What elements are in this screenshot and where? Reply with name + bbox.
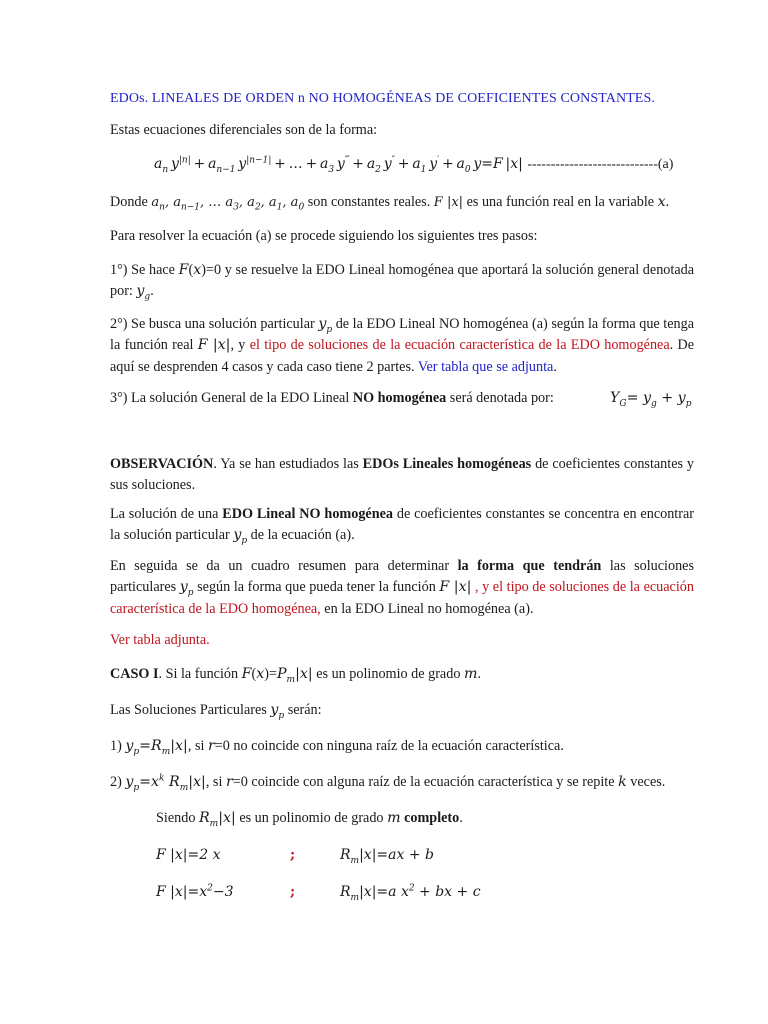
- step-1-start: 1°) Se hace: [110, 262, 175, 278]
- case-1-label: CASO I: [110, 666, 159, 682]
- item-1-si: , si: [187, 738, 205, 754]
- item-2: 2) $y_p=x^k$ $R_m|x|$, si r=0 coincide con alguna raíz de la ecuación característica y se repite k veces.: [110, 773, 666, 793]
- observation-end: de coeficientes constantes y sus soluciones.: [110, 456, 694, 494]
- case-1-start: . Si la función: [158, 666, 239, 682]
- summary-function-text: según la forma que pueda tener la función: [197, 579, 436, 596]
- solution-text: de coeficientes constantes se concentra en encontrar la solución particular: [110, 506, 694, 544]
- steps-intro: Para resolver la ecuación (a) se procede siguiendo los siguientes tres pasos:: [110, 228, 538, 244]
- intro-text: Estas ecuaciones diferenciales son de la forma:: [110, 122, 378, 138]
- step-2: 2°) Se busca una solución particular $y_p$ de la EDO Lineal NO homogénea (a) según la forma que tenga la función real F |x|, y el tipo de soluciones de la ecuación característica de la EDO homogénea. De aquí se desprenden 4 casos y cada caso tiene 2 partes. Ver tabla que se adjunta.: [110, 316, 695, 375]
- item-1-text: no coincide con ninguna raíz de la ecuación característica.: [233, 738, 564, 754]
- summary-red-1: , y el: [474, 579, 504, 596]
- donde-paragraph: Donde $a_n$, $a_{n-1}$, … $a_3$, $a_2$, $a_1$, $a_0$ son constantes reales. F |x| es una función real en la variable x.: [110, 194, 670, 213]
- summary-end: en la EDO Lineal no homogénea (a).: [324, 600, 534, 617]
- siendo-text: es un polinomio de grado: [239, 810, 384, 826]
- summary-red-2: tipo de soluciones de la ecuación característica de la EDO homogénea,: [110, 579, 694, 617]
- step-2-table-link: Ver tabla que se adjunta: [417, 358, 554, 375]
- step-2-text: de la EDO Lineal NO homogénea (a) según la forma que tenga la función real: [110, 316, 695, 354]
- donde-function-text: es una función real en la variable: [466, 194, 655, 210]
- solution-bold: EDO Lineal NO homogénea: [222, 506, 393, 522]
- donde-word: Donde: [110, 194, 148, 210]
- step-3-bold: NO homogénea: [352, 390, 447, 406]
- particular-solutions-start: Las Soluciones Particulares: [110, 702, 267, 718]
- equation-dash-line: ----------------------------: [527, 157, 658, 172]
- page-title: EDOs. LINEALES DE ORDEN n NO HOMOGÉNEAS DE COEFICIENTES CONSTANTES.: [110, 91, 655, 106]
- solution-end: de la ecuación (a).: [250, 527, 355, 544]
- step-1: 1°) Se hace F(x)=0 y se resuelve la EDO Lineal homogénea que aportará la solución general denotada por: $y_g$.: [110, 262, 695, 303]
- example-2-separator: ;: [290, 884, 296, 900]
- siendo-line: Siendo $R_m|x|$ es un polinomio de grado m completo.: [156, 810, 463, 829]
- summary-text: las soluciones particulares: [110, 558, 695, 596]
- step-2-comma: , y: [230, 337, 246, 354]
- step-3-end: será denotada por:: [449, 390, 554, 406]
- step-2-red-text: el tipo de soluciones de la ecuación característica de la EDO homogénea: [249, 337, 670, 354]
- particular-solutions-line: Las Soluciones Particulares $y_p$ serán:: [110, 702, 322, 721]
- observation-start: . Ya se han estudiados las: [213, 456, 359, 472]
- siendo-start: Siendo: [156, 810, 196, 826]
- item-1: 1) $y_p=R_m|x|$, si r=0 no coincide con ninguna raíz de la ecuación característica.: [110, 738, 564, 757]
- summary-start: En seguida se da un cuadro resumen para determinar: [110, 558, 450, 574]
- observation-bold: EDOs Lineales homogéneas: [362, 456, 532, 472]
- particular-solutions-end: serán:: [287, 702, 322, 718]
- case-1-heading: CASO I. Si la función $F(x)=P_m|x|$ es un polinomio de grado m.: [110, 666, 481, 685]
- summary-paragraph: En seguida se da un cuadro resumen para determinar la forma que tendrán las soluciones particulares $y_p$ según la forma que pueda tener la función F |x| , y el tipo de soluciones de la ecuación característica de la EDO homogénea, en la EDO Lineal no homogénea (a).: [110, 558, 695, 617]
- siendo-bold: completo: [404, 810, 460, 826]
- step-2-cases: . De aquí se desprenden 4 casos y cada caso tiene 2 partes.: [110, 337, 695, 375]
- donde-constants-text: son constantes reales.: [307, 194, 431, 210]
- equation-label: (a): [657, 157, 674, 172]
- item-2-si: , si: [205, 774, 223, 790]
- solution-paragraph: La solución de una EDO Lineal NO homogénea de coeficientes constantes se concentra en encontrar la solución particular $y_p$ de la ecuación (a).: [110, 506, 694, 547]
- equation-a: $a_n$ $y^{|n|} + a_{n-1}$ $y^{|n-1|}$ + … + $a_3$ $y^‴ + a_2$ $y'' + a_1$ $y' + a_0$ y=F |x| ----------------------------(a): [154, 155, 674, 175]
- observation-label: OBSERVACIÓN: [110, 456, 214, 472]
- solution-start: La solución de una: [110, 506, 219, 522]
- item-2-number: 2): [110, 774, 122, 790]
- observation-paragraph: [110, 454, 694, 497]
- case-1-text: es un polinomio de grado: [316, 666, 461, 682]
- item-2-text: coincide con alguna raíz de la ecuación característica y se repite: [251, 774, 615, 790]
- step-1-text: y se resuelve la EDO Lineal homogénea que aportará la solución general denotada por:: [110, 262, 695, 300]
- item-2-end: veces.: [630, 774, 666, 790]
- step-2-start: 2°) Se busca una solución particular: [110, 316, 315, 332]
- step-3-start: 3°) La solución General de la EDO Lineal: [110, 390, 350, 406]
- step-3: 3°) La solución General de la EDO Lineal NO homogénea será denotada por: $Y_G= y_g + y_p$: [110, 390, 692, 409]
- see-table-note: Ver tabla adjunta.: [110, 632, 210, 648]
- summary-bold: la forma que tendrán: [457, 558, 602, 574]
- example-1-separator: ;: [290, 847, 296, 863]
- item-1-number: 1): [110, 738, 122, 754]
